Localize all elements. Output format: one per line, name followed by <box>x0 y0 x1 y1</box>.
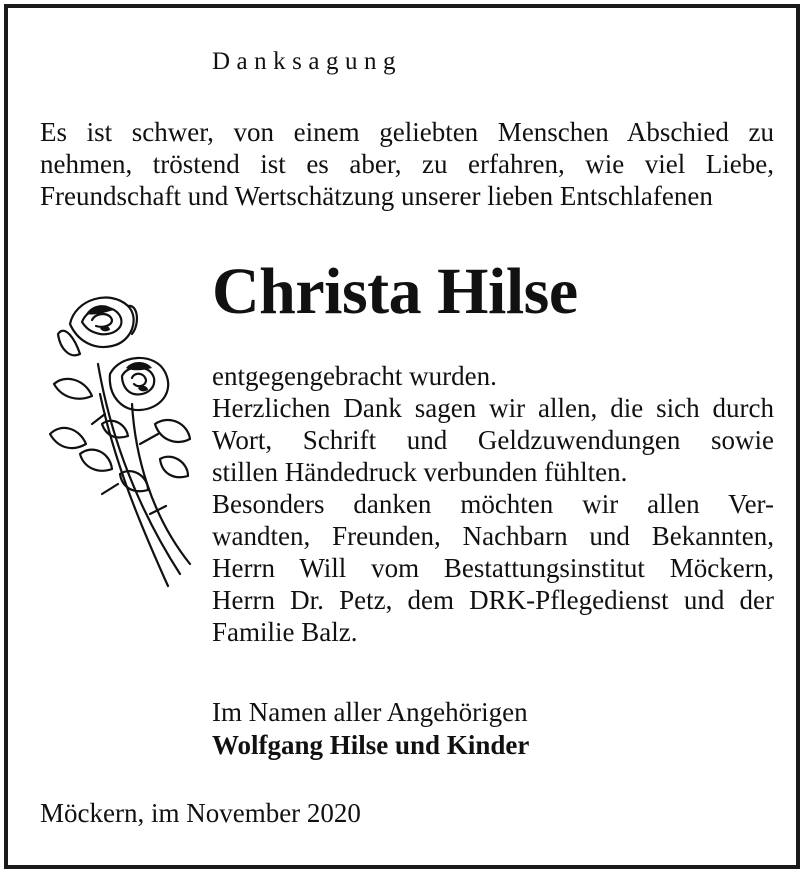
intro-line: nehmen, tröstend ist es aber, zu erfahren, wie viel Liebe, <box>40 149 774 179</box>
body-line: Wort, Schrift und Geldzuwendungen sowie <box>212 425 774 455</box>
body-line: wandten, Freunden, Nachbarn und Bekannten, <box>212 521 774 551</box>
body-line: entgegengebracht wurden. <box>212 361 497 391</box>
signature-line: Im Namen aller Angehörigen <box>212 697 528 727</box>
intro-paragraph <box>40 116 774 212</box>
signature-block <box>212 696 529 762</box>
obituary-frame <box>4 4 800 869</box>
body-paragraph <box>212 360 774 648</box>
deceased-name: Christa Hilse <box>212 255 578 328</box>
intro-line: Freundschaft und Wertschätzung unserer lieben Entschlafenen <box>40 181 713 211</box>
place-date: Möckern, im November 2020 <box>40 798 361 828</box>
heading: Danksagung <box>212 48 402 75</box>
intro-line: Es ist schwer, von einem geliebten Menschen Abschied zu <box>40 117 774 147</box>
rose-icon <box>40 284 200 594</box>
body-line: stillen Händedruck verbunden fühlten. <box>212 457 628 487</box>
body-line: Besonders danken möchten wir allen Ver- <box>212 489 774 519</box>
body-line: Herzlichen Dank sagen wir allen, die sich durch <box>212 393 774 423</box>
body-line: Familie Balz. <box>212 617 358 647</box>
body-line: Herrn Dr. Petz, dem DRK-Pflegedienst und der <box>212 585 774 615</box>
body-line: Herrn Will vom Bestattungsinstitut Möckern, <box>212 553 774 583</box>
signature-names: Wolfgang Hilse und Kinder <box>212 730 530 760</box>
